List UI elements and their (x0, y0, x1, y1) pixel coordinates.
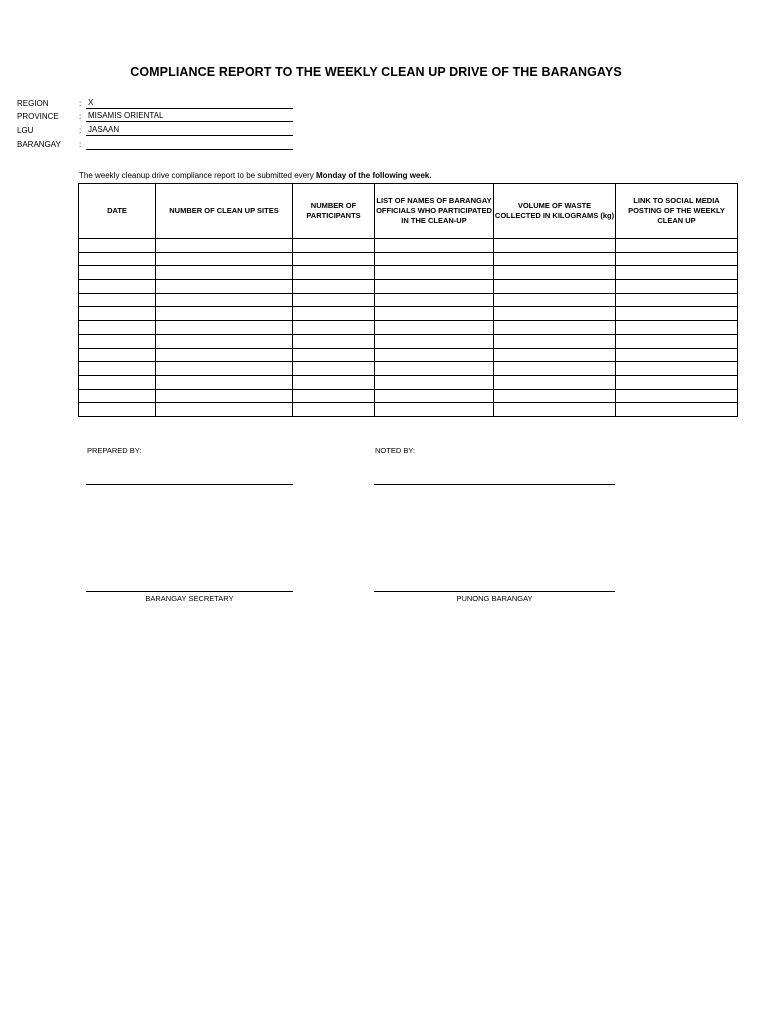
table-cell[interactable] (616, 348, 738, 362)
prepared-by-name-line[interactable] (86, 591, 293, 592)
table-cell[interactable] (616, 239, 738, 253)
table-cell[interactable] (494, 307, 616, 321)
table-row (79, 403, 738, 417)
table-cell[interactable] (616, 334, 738, 348)
table-cell[interactable] (616, 389, 738, 403)
header-officials-list: LIST OF NAMES OF BARANGAY OFFICIALS WHO PARTICIPATED IN THE CLEAN-UP (375, 184, 494, 239)
table-cell[interactable] (156, 389, 293, 403)
table-cell[interactable] (156, 266, 293, 280)
table-row (79, 252, 738, 266)
table-cell[interactable] (79, 362, 156, 376)
submission-deadline: Monday of the following week. (316, 171, 432, 180)
table-row (79, 389, 738, 403)
table-cell[interactable] (375, 307, 494, 321)
submission-note-text: The weekly cleanup drive compliance report to be submitted every (79, 171, 317, 180)
table-row (79, 293, 738, 307)
table-body (79, 239, 738, 417)
lgu-value[interactable]: JASAAN (86, 124, 293, 136)
table-cell[interactable] (79, 375, 156, 389)
table-cell[interactable] (156, 252, 293, 266)
table-cell[interactable] (494, 403, 616, 417)
table-cell[interactable] (494, 348, 616, 362)
table-cell[interactable] (293, 389, 375, 403)
region-value[interactable]: X (86, 97, 293, 109)
table-cell[interactable] (156, 362, 293, 376)
table-cell[interactable] (616, 307, 738, 321)
table-cell[interactable] (375, 280, 494, 294)
table-cell[interactable] (494, 389, 616, 403)
header-date: DATE (79, 184, 156, 239)
header-social-media-link: LINK TO SOCIAL MEDIA POSTING OF THE WEEKLY CLEAN UP (616, 184, 738, 239)
table-cell[interactable] (79, 293, 156, 307)
table-row (79, 348, 738, 362)
table-row (79, 362, 738, 376)
table-cell[interactable] (616, 375, 738, 389)
table-cell[interactable] (375, 375, 494, 389)
table-cell[interactable] (79, 252, 156, 266)
table-cell[interactable] (156, 321, 293, 335)
table-row (79, 321, 738, 335)
barangay-colon: : (79, 140, 82, 149)
table-cell[interactable] (375, 239, 494, 253)
table-cell[interactable] (293, 239, 375, 253)
compliance-table (78, 183, 738, 417)
header-clean-up-sites: NUMBER OF CLEAN UP SITES (156, 184, 293, 239)
table-cell[interactable] (494, 375, 616, 389)
table-cell[interactable] (156, 334, 293, 348)
table-cell[interactable] (79, 280, 156, 294)
noted-by-label: NOTED BY: (375, 446, 416, 455)
table-cell[interactable] (79, 334, 156, 348)
barangay-secretary-caption: BARANGAY SECRETARY (145, 594, 234, 603)
table-cell[interactable] (79, 307, 156, 321)
region-colon: : (79, 99, 82, 108)
table-row (79, 280, 738, 294)
table-cell[interactable] (79, 389, 156, 403)
noted-by-signature-line[interactable] (374, 484, 615, 485)
table-cell[interactable] (79, 321, 156, 335)
table-cell[interactable] (494, 321, 616, 335)
province-value[interactable]: MISAMIS ORIENTAL (86, 110, 293, 122)
table-cell[interactable] (616, 280, 738, 294)
table-cell[interactable] (293, 375, 375, 389)
province-colon: : (79, 112, 82, 121)
noted-by-name-line[interactable] (374, 591, 615, 592)
table-cell[interactable] (494, 334, 616, 348)
table-cell[interactable] (293, 252, 375, 266)
table-row (79, 239, 738, 253)
table-row (79, 334, 738, 348)
table-cell[interactable] (375, 348, 494, 362)
table-cell[interactable] (79, 403, 156, 417)
table-cell[interactable] (616, 252, 738, 266)
lgu-label: LGU (17, 126, 34, 135)
table-cell[interactable] (156, 348, 293, 362)
header-waste-volume: VOLUME OF WASTE COLLECTED IN KILOGRAMS (kg) (494, 184, 616, 239)
table-cell[interactable] (293, 334, 375, 348)
barangay-value[interactable] (86, 138, 293, 150)
table-cell[interactable] (494, 293, 616, 307)
province-label: PROVINCE (17, 112, 59, 121)
table-cell[interactable] (375, 362, 494, 376)
table-cell[interactable] (494, 266, 616, 280)
table-cell[interactable] (293, 280, 375, 294)
table-cell[interactable] (79, 239, 156, 253)
table-cell[interactable] (79, 266, 156, 280)
prepared-by-label: PREPARED BY: (87, 446, 142, 455)
table-cell[interactable] (293, 321, 375, 335)
table-row (79, 266, 738, 280)
lgu-colon: : (79, 126, 82, 135)
submission-note (79, 171, 432, 180)
table-cell[interactable] (375, 293, 494, 307)
table-cell[interactable] (616, 266, 738, 280)
table-cell[interactable] (156, 307, 293, 321)
table-cell[interactable] (293, 307, 375, 321)
table-cell[interactable] (616, 321, 738, 335)
table-cell[interactable] (293, 293, 375, 307)
table-cell[interactable] (293, 348, 375, 362)
table-header-row (79, 184, 738, 239)
table-cell[interactable] (79, 348, 156, 362)
table-cell[interactable] (616, 362, 738, 376)
table-cell[interactable] (494, 239, 616, 253)
table-cell[interactable] (293, 362, 375, 376)
table-cell[interactable] (375, 389, 494, 403)
page-title: COMPLIANCE REPORT TO THE WEEKLY CLEAN UP DRIVE OF THE BARANGAYS (130, 65, 622, 79)
table-cell[interactable] (293, 403, 375, 417)
table-cell[interactable] (494, 252, 616, 266)
table-cell[interactable] (156, 239, 293, 253)
table-cell[interactable] (156, 280, 293, 294)
table-cell[interactable] (156, 375, 293, 389)
table-cell[interactable] (375, 266, 494, 280)
punong-barangay-caption: PUNONG BARANGAY (456, 594, 533, 603)
table-cell[interactable] (616, 293, 738, 307)
region-label: REGION (17, 99, 49, 108)
table-cell[interactable] (375, 403, 494, 417)
table-cell[interactable] (616, 403, 738, 417)
table-row (79, 307, 738, 321)
table-cell[interactable] (375, 252, 494, 266)
table-cell[interactable] (156, 293, 293, 307)
table-row (79, 375, 738, 389)
table-cell[interactable] (494, 362, 616, 376)
barangay-label: BARANGAY (17, 140, 61, 149)
table-cell[interactable] (494, 280, 616, 294)
prepared-by-signature-line[interactable] (86, 484, 293, 485)
table-cell[interactable] (293, 266, 375, 280)
table-cell[interactable] (375, 321, 494, 335)
table-cell[interactable] (375, 334, 494, 348)
header-participants: NUMBER OF PARTICIPANTS (293, 184, 375, 239)
table-cell[interactable] (156, 403, 293, 417)
